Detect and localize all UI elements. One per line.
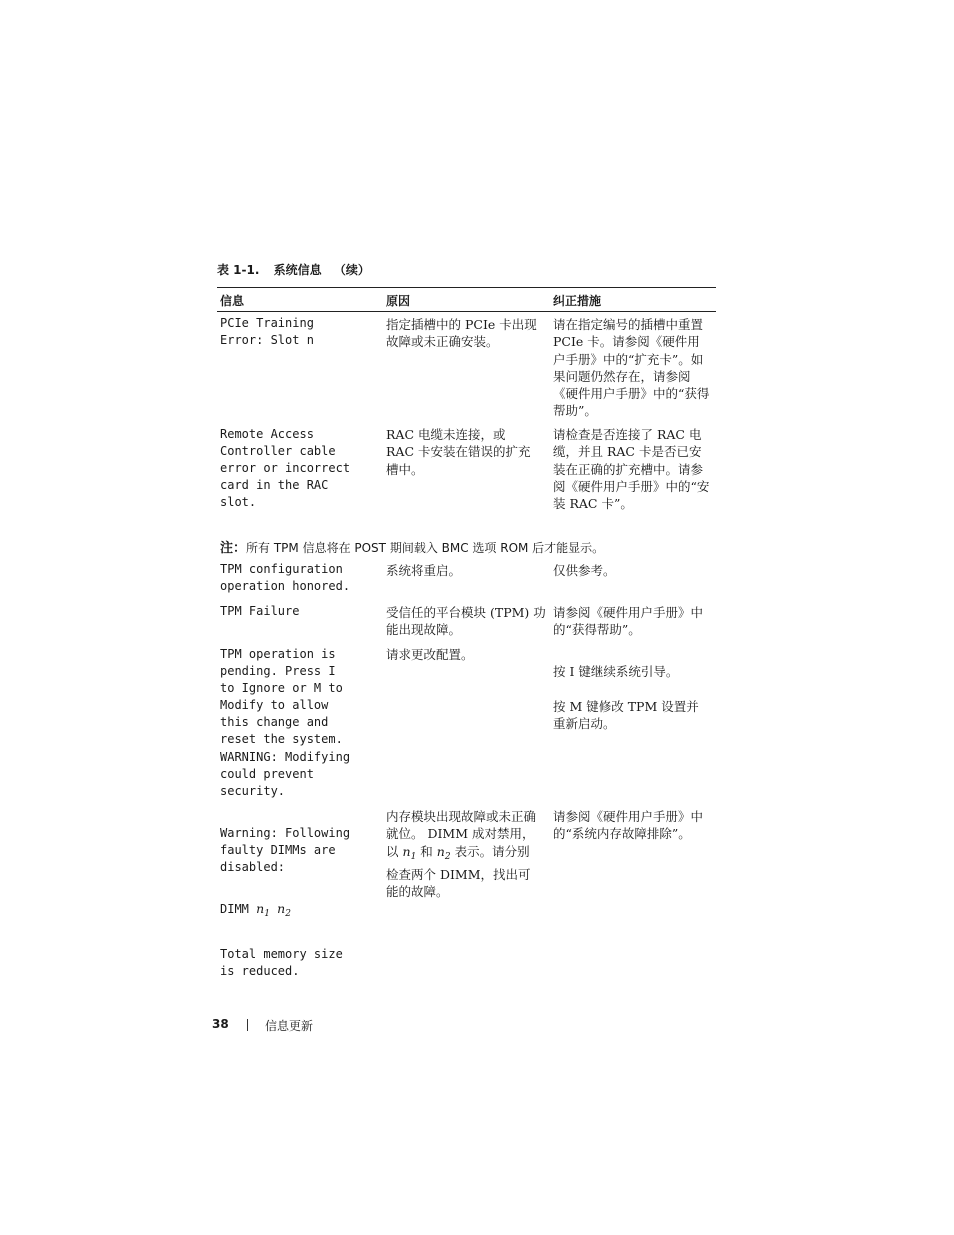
row-pcie-info: PCIe Training Error: Slot n (220, 316, 314, 348)
row-rac-cause: RAC 电缆未连接，或 RAC 卡安装在错误的扩充槽中。 (386, 427, 531, 477)
table-header-rule (217, 311, 716, 312)
header-cause: 原因 (386, 294, 411, 308)
header-action: 纠正措施 (553, 294, 602, 308)
dimm-label: DIMM (220, 901, 249, 916)
table-number: 表 1-1. (217, 263, 260, 277)
row-pcie-action: 请在指定编号的插槽中重置 PCIe 卡。请参阅《硬件用户手册》中的“扩充卡”。如果问题仍然存在，请参阅《硬件用户手册》中的“获得帮助”。 (553, 317, 710, 419)
dimm-total-text: Total memory size is reduced. (220, 947, 343, 979)
table-top-rule (217, 287, 716, 288)
row-pcie-cause: 指定插槽中的 PCIe 卡出现故障或未正确安装。 (386, 317, 537, 350)
dimm-cause-sub1: 1 (410, 851, 417, 862)
action-ignore-line: 按 I 键继续系统引导。 (553, 664, 679, 680)
dimm-n2: n (277, 900, 286, 916)
row-rac-action: 请检查是否连接了 RAC 电缆，并且 RAC 卡是否已安装在正确的扩充槽中。请参阅《硬件用户手册》中的“安装 RAC 卡”。 (553, 427, 710, 512)
table-continued: （续） (333, 263, 370, 277)
row-tpm-failure-info: TPM Failure (220, 604, 300, 618)
dimm-n1-sub: 1 (264, 908, 270, 919)
row-tpm-config-cause: 系统将重启。 (386, 563, 462, 578)
table-note (220, 537, 604, 556)
row-tpm-failure-action: 请参阅《硬件用户手册》中的“获得帮助”。 (553, 605, 704, 638)
dimm-cause-sub2: 2 (444, 851, 451, 862)
footer-separator (247, 1019, 248, 1031)
header-info: 信息 (220, 294, 245, 308)
table-title: 系统信息 (273, 263, 322, 277)
row-tpm-pending-info: TPM operation is pending. Press I to Ignore or M to Modify to allow this change and reset the system. WARNING: Modifying could prevent security. (220, 647, 351, 798)
page-number: 38 (212, 1017, 229, 1031)
action-modify-line: 按 M 键修改 TPM 设置并重新启动。 (553, 698, 699, 732)
note-label: 注： (220, 541, 247, 556)
row-tpm-config-info: TPM configuration operation honored. (220, 562, 351, 594)
dimm-n2-sub: 2 (285, 908, 291, 919)
dimm-cause-n2: n (436, 843, 445, 859)
dimm-cause-and: 和 (420, 843, 433, 859)
row-dimm-cause (386, 808, 542, 900)
dimm-warning-text: Warning: Following faulty DIMMs are disabled: (220, 826, 351, 875)
dimm-cause-n1: n (402, 843, 411, 859)
row-tpm-pending-cause: 请求更改配置。 (386, 647, 474, 662)
row-tpm-pending-action (553, 646, 703, 750)
dimm-cause-part-b: 表示。请分别检查两个 DIMM，找出可能的故障。 (386, 843, 531, 900)
dimm-n1: n (256, 900, 265, 916)
row-tpm-config-action: 仅供参考。 (553, 563, 616, 578)
note-text: 所有 TPM 信息将在 POST 期间载入 BMC 选项 ROM 后才能显示。 (246, 541, 605, 555)
table-caption (217, 261, 370, 278)
row-dimm-action: 请参阅《硬件用户手册》中的“系统内存故障排除”。 (553, 809, 704, 842)
dimm-pair-line (220, 900, 380, 923)
row-rac-info: Remote Access Controller cable error or incorrect card in the RAC slot. (220, 427, 351, 510)
footer-section-title: 信息更新 (265, 1019, 314, 1033)
row-tpm-failure-cause: 受信任的平台模块 (TPM) 功能出现故障。 (386, 605, 546, 638)
dimm-cause-part-a: 内存模块出现故障或未正确就位。 DIMM 成对禁用，以 (386, 809, 537, 859)
row-dimm-info (220, 808, 380, 998)
